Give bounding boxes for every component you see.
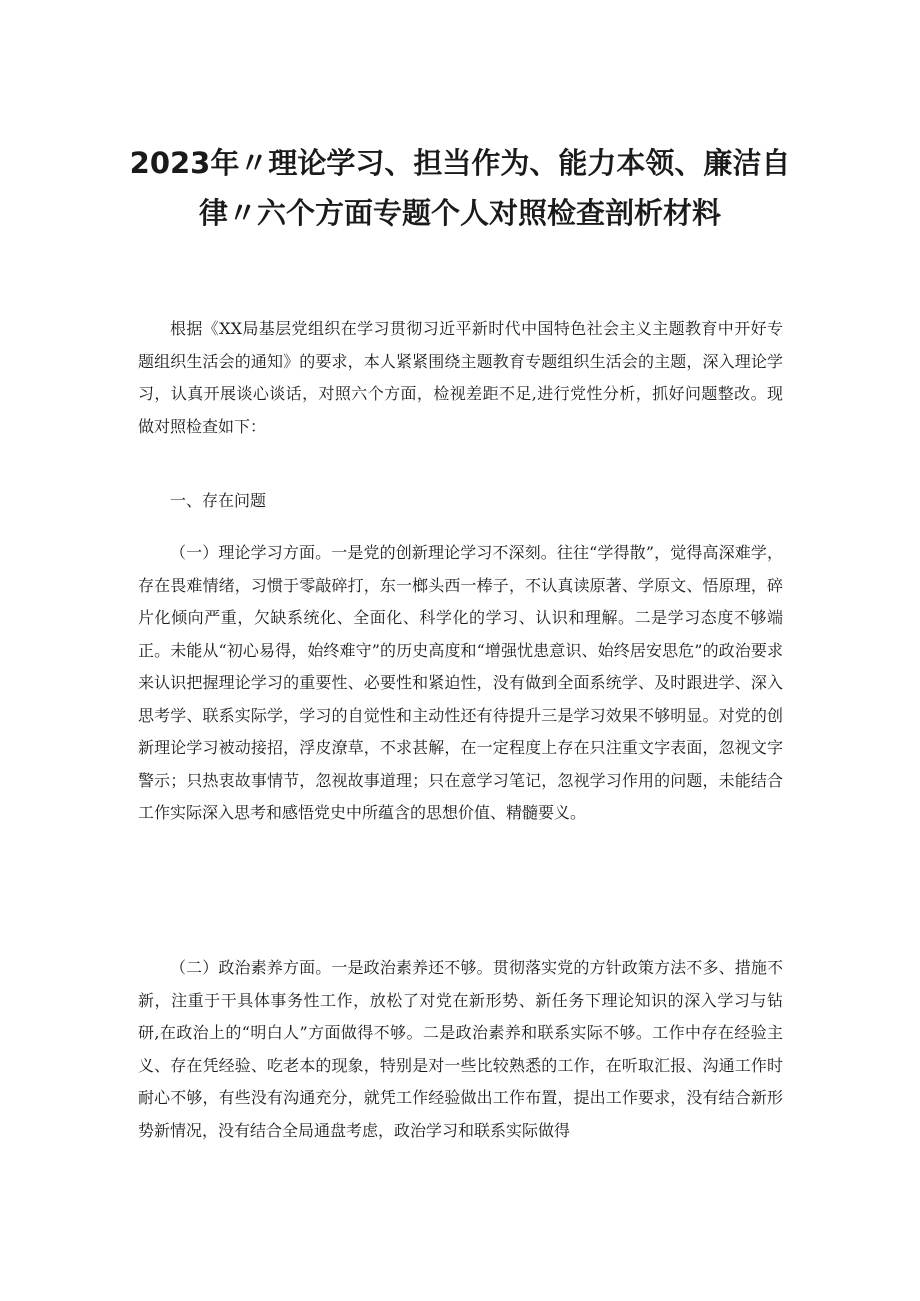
intro-paragraph: 根据《XX局基层党组织在学习贯彻习近平新时代中国特色社会主义主题教育中开好专题组织生活会的通知》的要求，本人紧紧围绕主题教育专题组织生活会的主题，深入理论学习，认真开展谈心谈话，对照六个方面，检视差距不足,进行党性分析，抓好问题整改。现做对照检查如下： [138,319,783,436]
document-title [120,138,800,238]
title-line-2: 律〃六个方面专题个人对照检查剖析材料 [198,196,721,230]
intro-paragraph-block [138,313,783,443]
political-literacy-block [138,952,783,1147]
section-heading: 一、存在问题 [170,491,267,510]
political-literacy-paragraph: （二）政治素养方面。一是政治素养还不够。贯彻落实党的方针政策方法不多、措施不新，注重于干具体事务性工作，放松了对党在新形势、新任务下理论知识的深入学习与钻研,在政治上的“明白人”方面做得不够。二是政治素养和联系实际不够。工作中存在经验主义、存在凭经验、吃老本的现象，特别是对一些比较熟悉的工作，在听取汇报、沟通工作时耐心不够，有些没有沟通充分，就凭工作经验做出工作布置，提出工作要求，没有结合新形势新情况，没有结合全局通盘考虑，政治学习和联系实际做得 [138,958,783,1140]
theory-study-paragraph: （一）理论学习方面。一是党的创新理论学习不深刻。往往“学得散”，觉得高深难学，存在畏难情绪，习惯于零敲碎打，东一榔头西一棒子，不认真读原著、学原文、悟原理，碎片化倾向严重，欠缺系统化、全面化、科学化的学习、认识和理解。二是学习态度不够端正。未能从“初心易得，始终难守”的历史高度和“增强忧患意识、始终居安思危”的政治要求来认识把握理论学习的重要性、必要性和紧迫性，没有做到全面系统学、及时跟进学、深入思考学、联系实际学，学习的自觉性和主动性还有待提升三是学习效果不够明显。对党的创新理论学习被动接招，浮皮潦草，不求甚解，在一定程度上存在只注重文字表面，忽视文字警示；只热衷故事情节，忽视故事道理；只在意学习笔记，忽视学习作用的问题，未能结合工作实际深入思考和感悟党史中所蕴含的思想价值、精髓要义。 [138,543,783,822]
title-line-1: 2023年〃理论学习、担当作为、能力本领、廉洁自 [129,146,791,180]
theory-study-block [138,537,783,830]
section-heading-block [138,485,783,518]
